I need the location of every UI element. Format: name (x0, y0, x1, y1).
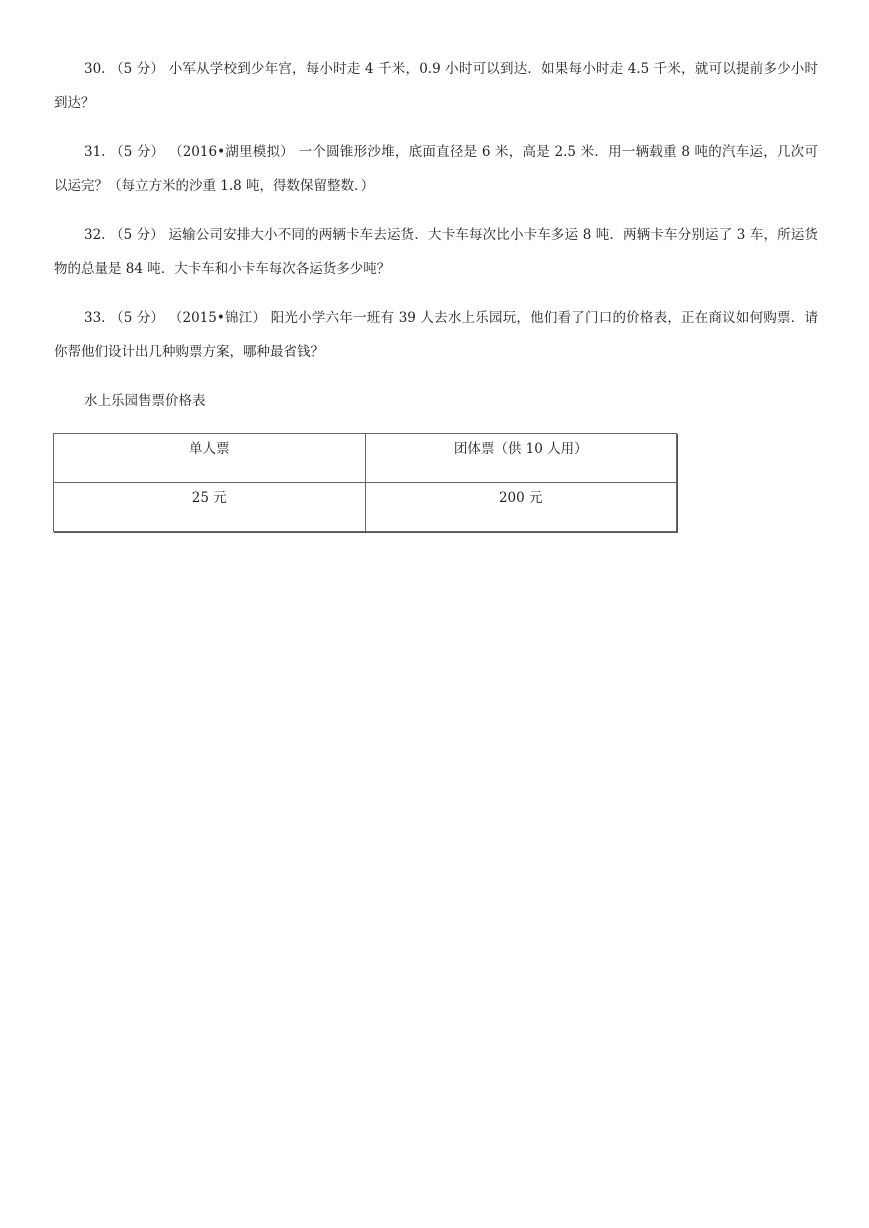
question-number: 32. (84, 227, 106, 243)
table-header-row (54, 434, 677, 483)
price-table-caption: 水上乐园售票价格表 (84, 393, 206, 409)
question-score: （5 分） (110, 144, 165, 160)
question-32 (54, 218, 818, 286)
question-30 (54, 52, 818, 120)
question-score: （5 分） (109, 61, 165, 77)
question-text: 小军从学校到少年宫，每小时走 4 千米，0.9 小时可以到达．如果每小时走 4.5 千米，就可以提前多少小时到达？ (54, 61, 819, 111)
table-header-cell: 团体票（供 10 人用） (365, 434, 677, 483)
question-text: 阳光小学六年一班有 39 人去水上乐园玩，他们看了门口的价格表，正在商议如何购票．请你帮他们设计出几种购票方案，哪种最省钱？ (54, 310, 818, 360)
question-number: 31. (84, 144, 106, 160)
question-score: （5 分） (109, 227, 164, 243)
table-row (54, 483, 677, 532)
table-header-cell: 单人票 (54, 434, 366, 483)
table-cell: 200 元 (365, 483, 677, 532)
question-33 (54, 301, 818, 369)
question-source: （2015•锦江） (168, 310, 267, 326)
question-source: （2016•湖里模拟） (168, 144, 295, 160)
question-text: 一个圆锥形沙堆，底面直径是 6 米，高是 2.5 米．用一辆载重 8 吨的汽车运，几次可以运完？（每立方米的沙重 1.8 吨，得数保留整数．） (54, 144, 818, 194)
table-cell: 25 元 (54, 483, 366, 532)
question-score: （5 分） (110, 310, 165, 326)
question-text: 运输公司安排大小不同的两辆卡车去运货．大卡车每次比小卡车多运 8 吨．两辆卡车分别运了 3 车，所运货物的总量是 84 吨．大卡车和小卡车每次各运货多少吨？ (54, 227, 818, 277)
question-number: 30. (84, 61, 106, 77)
question-31 (54, 135, 818, 203)
price-table (53, 433, 677, 532)
question-number: 33. (84, 310, 106, 326)
